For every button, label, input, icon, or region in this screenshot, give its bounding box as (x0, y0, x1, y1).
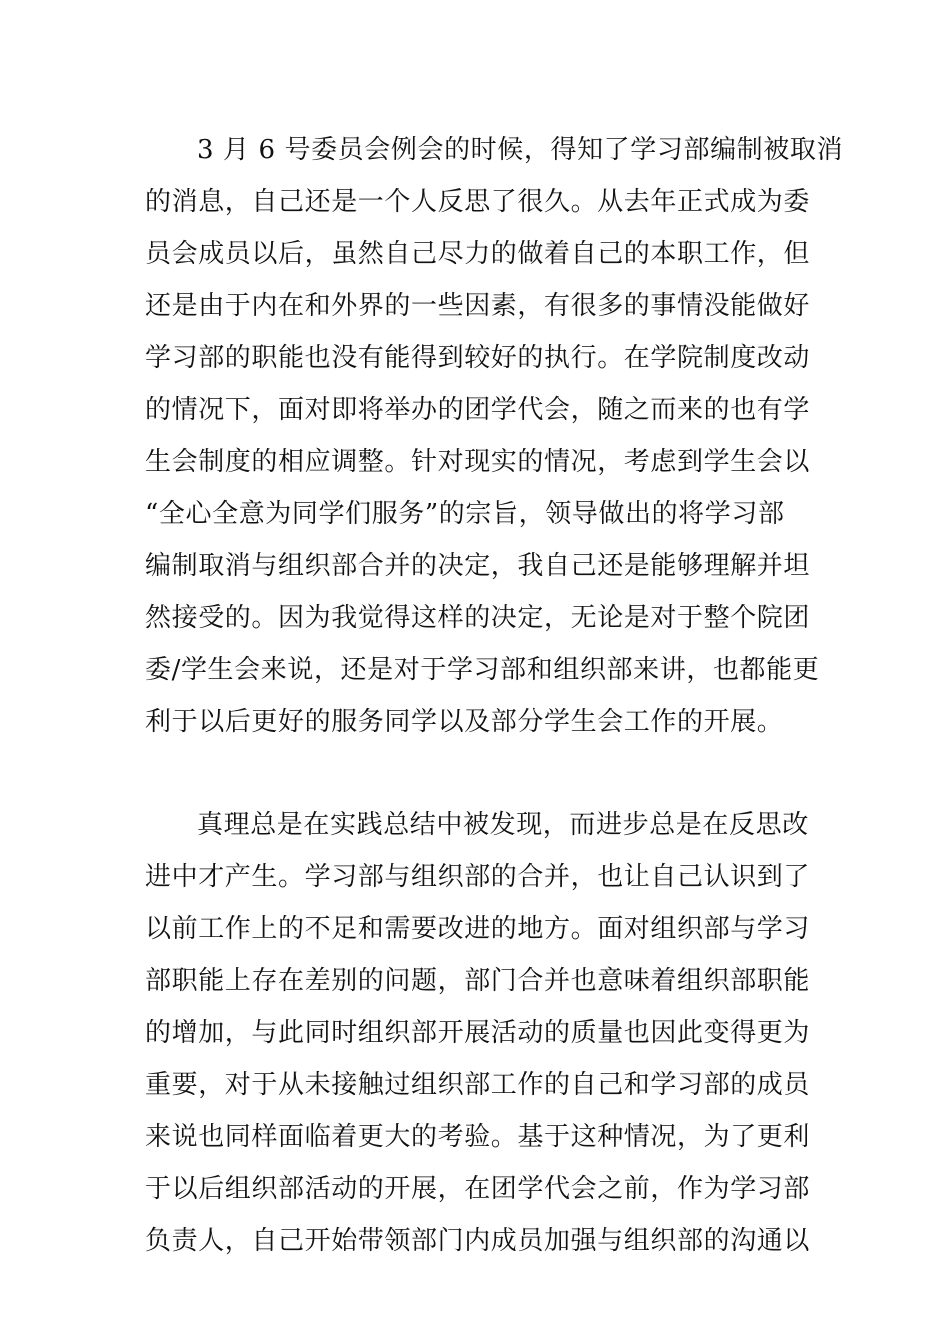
paragraph-1-line-9: 编制取消与组织部合并的决定，我自己还是能够理解并坦 (145, 551, 811, 581)
paragraph-2-line-8: 于以后组织部活动的开展，在团学代会之前，作为学习部 (145, 1174, 811, 1204)
paragraph-1-line-6: 的情况下，面对即将举办的团学代会，随之而来的也有学 (145, 395, 811, 425)
paragraph-1-line-3: 员会成员以后，虽然自己尽力的做着自己的本职工作，但 (145, 239, 811, 269)
paragraph-1-line-12: 利于以后更好的服务同学以及部分学生会工作的开展。 (145, 707, 784, 737)
paragraph-1-line-8: “全心全意为同学们服务”的宗旨，领导做出的将学习部 (145, 499, 785, 529)
paragraph-2-line-6: 重要，对于从未接触过组织部工作的自己和学习部的成员 (145, 1070, 811, 1100)
paragraph-1-line-10: 然接受的。因为我觉得这样的决定，无论是对于整个院团 (145, 603, 811, 633)
paragraph-1-line-11: 委/学生会来说，还是对于学习部和组织部来讲，也都能更 (145, 655, 820, 685)
paragraph-2-line-9: 负责人，自己开始带领部门内成员加强与组织部的沟通以 (145, 1226, 811, 1256)
paragraph-1-line-4: 还是由于内在和外界的一些因素，有很多的事情没能做好 (145, 291, 811, 321)
paragraph-1-line-7: 生会制度的相应调整。针对现实的情况，考虑到学生会以 (145, 447, 811, 477)
paragraph-1-line-1: 3 月 6 号委员会例会的时候，得知了学习部编制被取消 (197, 135, 844, 165)
paragraph-2-line-3: 以前工作上的不足和需要改进的地方。面对组织部与学习 (145, 914, 811, 944)
paragraph-2-line-5: 的增加，与此同时组织部开展活动的质量也因此变得更为 (145, 1018, 811, 1048)
paragraph-2-line-4: 部职能上存在差别的问题，部门合并也意味着组织部职能 (145, 966, 811, 996)
paragraph-2-line-7: 来说也同样面临着更大的考验。基于这种情况，为了更利 (145, 1122, 811, 1152)
paragraph-2-line-2: 进中才产生。学习部与组织部的合并，也让自己认识到了 (145, 862, 811, 892)
paragraph-1-line-5: 学习部的职能也没有能得到较好的执行。在学院制度改动 (145, 343, 811, 373)
paragraph-1-line-2: 的消息，自己还是一个人反思了很久。从去年正式成为委 (145, 187, 811, 217)
paragraph-2-line-1: 真理总是在实践总结中被发现，而进步总是在反思改 (197, 810, 809, 840)
